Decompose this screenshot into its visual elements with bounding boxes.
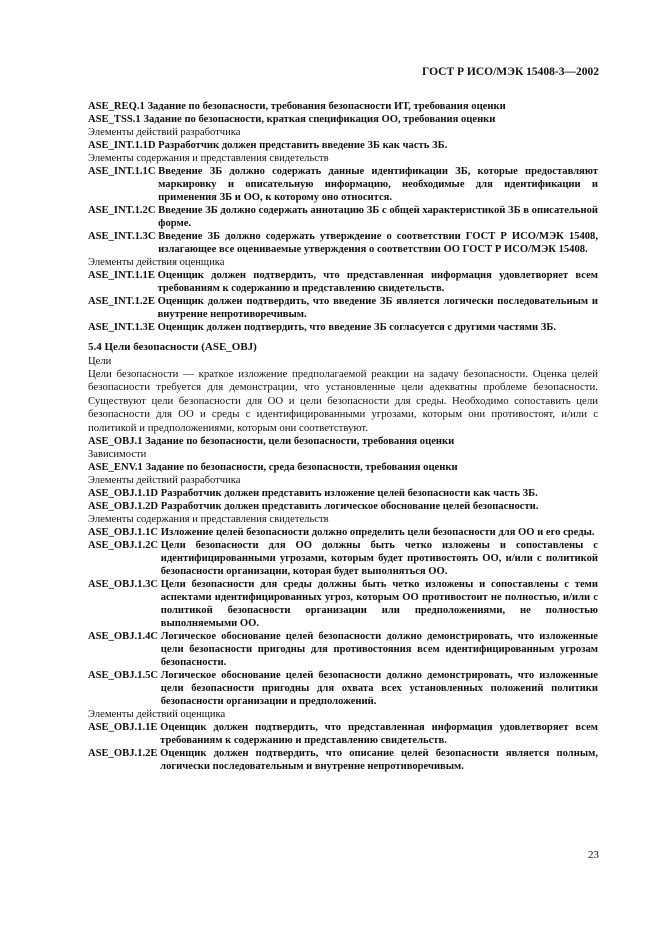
element-text: Оценщик должен подтвердить, что описание целей безопасности является полным, логически последовательным и внутренне непротиворечивым.	[160, 748, 598, 773]
requirement-line: ASE_OBJ.1 Задание по безопасности, цели безопасности, требования оценки	[88, 436, 455, 448]
element-text: Цели безопасности для ОО должны быть четко изложены и сопоставлены с идентифицированными угрозами, которым будет противостоять ОО, и/или с политикой безопасности организации, которая будет выполняться ОО.	[160, 540, 598, 578]
element-text: Разработчик должен представить логическое обоснование целей безопасности.	[160, 501, 539, 513]
element-item	[88, 747, 598, 773]
element-text: Оценщик должен подтвердить, что введение ЗБ согласуется с другими частями ЗБ.	[157, 322, 557, 333]
element-item	[88, 669, 598, 708]
group-heading: Элементы содержания и представления свидетельств	[88, 153, 329, 164]
element-item	[88, 487, 598, 500]
group-heading: Цели	[88, 356, 112, 367]
group-heading: Зависимости	[88, 449, 147, 461]
element-text: Изложение целей безопасности должно определить цели безопасности для ОО и его среды.	[160, 527, 595, 539]
element-item	[88, 295, 598, 321]
element-item	[88, 230, 598, 256]
element-item	[88, 500, 598, 513]
element-item	[88, 539, 598, 578]
group-heading: Элементы действий разработчика	[88, 127, 241, 138]
element-item	[88, 321, 598, 334]
group-heading: Элементы содержания и представления свидетельств	[88, 514, 329, 526]
requirement-line: ASE_TSS.1 Задание по безопасности, краткая спецификация ОО, требования оценки	[88, 114, 496, 125]
element-item	[88, 630, 598, 669]
page-number: 23	[588, 849, 599, 861]
page-header: ГОСТ Р ИСО/МЭК 15408-3—2002	[422, 66, 599, 78]
element-code: ASE_OBJ.1.1C	[88, 527, 159, 539]
element-code: ASE_OBJ.1.2E	[88, 748, 158, 760]
element-code: ASE_INT.1.2C	[88, 205, 156, 216]
element-code: ASE_OBJ.1.1E	[88, 722, 158, 734]
element-code: ASE_OBJ.1.4C	[88, 631, 159, 643]
element-code: ASE_OBJ.1.2C	[88, 540, 159, 552]
requirement-line: ASE_ENV.1 Задание по безопасности, среда безопасности, требования оценки	[88, 462, 458, 474]
element-text: Введение ЗБ должно содержать данные идентификации ЗБ, которые предоставляют маркировку и описательную информацию, необходимые для идентификации и применения ЗБ и ОО, к которому оно относится.	[158, 166, 598, 203]
element-code: ASE_INT.1.1D	[88, 140, 156, 151]
element-text: Оценщик должен подтвердить, что представленная информация удовлетворяет всем требованиям к содержанию и представлению свидетельств.	[157, 270, 598, 294]
element-code: ASE_OBJ.1.1D	[88, 488, 159, 500]
element-text: Введение ЗБ должно содержать утверждение о соответствии ГОСТ Р ИСО/МЭК 15408, излагающее все оцениваемые утверждения о соответствии ОО ГОСТ Р ИСО/МЭК 15408.	[158, 231, 598, 255]
section-title: 5.4 Цели безопасности (ASE_OBJ)	[88, 341, 257, 353]
element-code: ASE_INT.1.2E	[88, 296, 155, 307]
group-heading: Элементы действий оценщика	[88, 709, 226, 721]
group-heading: Элементы действия оценщика	[88, 257, 225, 268]
element-item	[88, 139, 598, 152]
body-paragraph: Цели безопасности — краткое изложение предполагаемой реакции на задачу безопасности. Оценка целей безопасности требуется для демонстрации, что установленные цели адекватны проблеме безопасности. Существуют цели безопасности для ОО и цели безопасности для среды. Необходимо сопоставить цели безопасности для ОО и среды с идентифицированными угрозами, которым они противостоят, и/или с политикой и предположениями, которым они соответствуют.	[88, 368, 598, 434]
element-text: Логическое обоснование целей безопасности должно демонстрировать, что изложенные цели безопасности пригодны для охвата всех установленных положений политики безопасности организации и предположений.	[160, 670, 598, 708]
element-code: ASE_INT.1.1E	[88, 270, 155, 281]
page-content	[88, 100, 598, 773]
element-text: Цели безопасности для среды должны быть четко изложены и сопоставлены с теми аспектами идентифицированных угроз, которым ОО противостоит не полностью, и/или с политикой безопасности организации или предположениями, не полностью выполняемыми ОО.	[160, 579, 598, 630]
requirement-line: ASE_REQ.1 Задание по безопасности, требования безопасности ИТ, требования оценки	[88, 101, 506, 112]
element-code: ASE_OBJ.1.5C	[88, 670, 159, 682]
element-item	[88, 269, 598, 295]
element-code: ASE_INT.1.3C	[88, 231, 156, 242]
element-text: Разработчик должен представить изложение целей безопасности как часть ЗБ.	[160, 488, 538, 500]
element-code: ASE_INT.1.3E	[88, 322, 155, 333]
element-text: Оценщик должен подтвердить, что представленная информация удовлетворяет всем требованиям к содержанию и представлению свидетельств.	[160, 722, 598, 747]
group-heading: Элементы действий разработчика	[88, 475, 241, 487]
element-item	[88, 204, 598, 230]
element-code: ASE_OBJ.1.2D	[88, 501, 159, 513]
element-item	[88, 721, 598, 747]
element-item	[88, 578, 598, 630]
element-text: Логическое обоснование целей безопасности должно демонстрировать, что изложенные цели безопасности пригодны для противостояния всем идентифицированным угрозам безопасности.	[160, 631, 598, 669]
element-text: Разработчик должен представить введение ЗБ как часть ЗБ.	[158, 140, 448, 151]
element-item	[88, 526, 598, 539]
element-text: Оценщик должен подтвердить, что введение ЗБ является логически последовательным и внутренне непротиворечивым.	[157, 296, 598, 320]
element-item	[88, 165, 598, 204]
element-code: ASE_OBJ.1.3C	[88, 579, 159, 591]
element-code: ASE_INT.1.1C	[88, 166, 156, 177]
element-text: Введение ЗБ должно содержать аннотацию ЗБ с общей характеристикой ЗБ в описательной форме.	[158, 205, 598, 229]
